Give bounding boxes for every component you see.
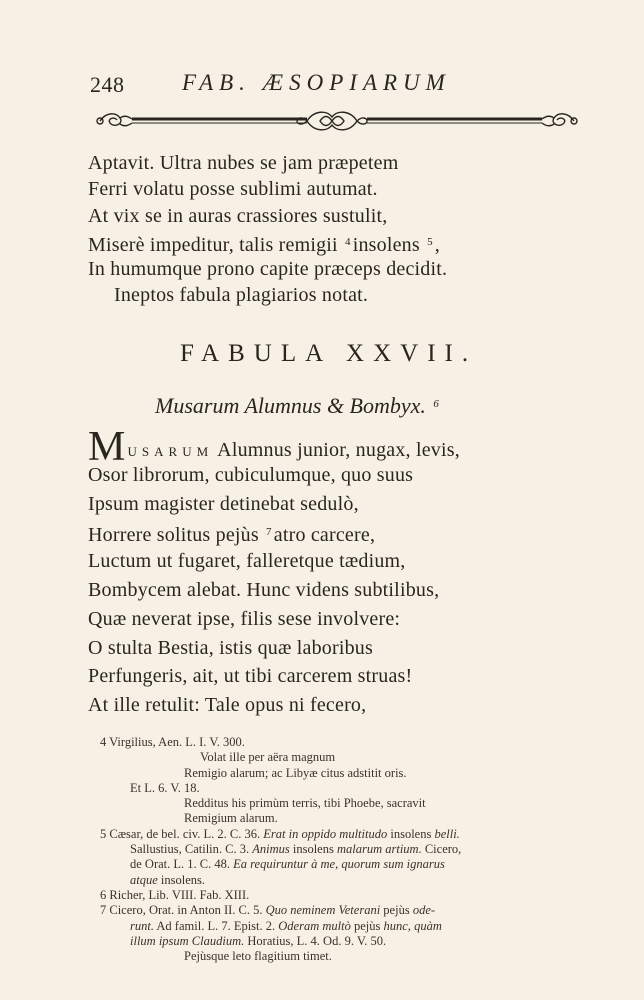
verse-line: Quæ neverat ipse, filis sese involvere: <box>88 607 401 630</box>
footnote-text: insolens <box>390 826 432 841</box>
verse-line-text: Miserè impeditur, talis remigii <box>88 234 338 257</box>
footnote-line <box>100 842 590 857</box>
fable-heading: FABULA XXVII. <box>180 340 478 367</box>
footnote-line: Volat ille per aëra magnum <box>200 750 336 765</box>
footnote-text: atque <box>130 872 158 887</box>
footnote-text: Oderam multò <box>278 918 351 933</box>
page-number: 248 <box>90 72 125 97</box>
footnote-line <box>100 934 590 949</box>
verse-block-2 <box>88 424 558 720</box>
footnote-text: 5 Cæsar, de bel. civ. L. 2. C. 36. <box>100 826 261 841</box>
small-caps-word: USARUM <box>127 444 214 459</box>
verse-line: Miserè impeditur, talis remigii $^4$ insolens $^5$ , <box>88 234 440 257</box>
verse-line: Osor librorum, cubiculumque, quo suus <box>88 463 414 486</box>
verse-line: Luctum ut fugaret, falleretque tædium, <box>88 550 406 573</box>
verse-line: O stulta Bestia, istis quæ laboribus <box>88 636 373 659</box>
footnote-text: runt. <box>130 918 154 933</box>
verse-block-1 <box>88 150 558 308</box>
footnote-text: pejùs <box>353 918 381 933</box>
footnote-text: illum ipsum Claudium. <box>130 933 245 948</box>
footnote-line <box>100 827 590 842</box>
footnote-text: Quo neminem Veterani <box>265 903 381 918</box>
footnote-line: 6 Richer, Lib. VIII. Fab. XIII. <box>100 887 250 902</box>
verse-line-text: Alumnus junior, nugax, levis, <box>217 439 460 461</box>
drop-cap: M <box>88 424 126 470</box>
verse-line-text: atro carcere, <box>273 524 376 547</box>
verse-line: Ferri volatu posse sublimi autumat. <box>88 178 378 201</box>
verse-line: Bombycem alebat. Hunc videns subtilibus, <box>88 578 440 601</box>
fable-subtitle <box>155 393 535 419</box>
verse-line: Ipsum magister detinebat sedulò, <box>88 492 359 515</box>
running-head <box>90 68 550 102</box>
verse-line-text: Horrere solitus pejùs <box>88 524 259 547</box>
footnote-text: Ea requiruntur à me, quorum sum ignarus <box>233 857 445 872</box>
footnote-line: Et L. 6. V. 18. <box>130 780 200 795</box>
fable-subtitle-text: Musarum Alumnus & Bombyx. <box>155 393 426 418</box>
footnote-line: Remigium alarum. <box>184 811 278 826</box>
footnote-text: Animus <box>252 842 290 857</box>
verse-line <box>88 518 558 547</box>
verse-line: Aptavit. Ultra nubes se jam præpetem <box>88 152 399 174</box>
verse-line: Perfungeris, ait, ut tibi carcerem struas! <box>88 665 413 688</box>
verse-line: At vix se in auras crassiores sustulit, <box>88 204 388 227</box>
footnote-text: insolens <box>292 842 334 857</box>
footnote-text: malarum artium. <box>336 842 422 857</box>
footnote-text: Ad famil. L. 7. Epist. 2. <box>156 918 276 933</box>
footnote-marker: 7 <box>266 526 272 539</box>
footnote-text: hunc, <box>383 918 411 933</box>
footnotes <box>100 735 590 964</box>
footnote-line: Redditus his primùm terris, tibi Phoebe, sacravit <box>184 796 426 811</box>
footnote-line <box>100 857 590 872</box>
verse-line-first <box>88 424 558 470</box>
footnote-text: de Orat. L. 1. C. 48. <box>130 857 230 872</box>
footnote-line <box>100 903 590 918</box>
footnote-text: ode- <box>412 903 436 918</box>
footnote-marker: 6 <box>433 398 439 410</box>
footnote-text: 7 Cicero, Orat. in Anton II. C. 5. <box>100 903 263 918</box>
verse-line: At ille retulit: Tale opus ni fecero, <box>88 694 367 717</box>
footnote-text: belli. <box>434 826 460 841</box>
footnote-text: insolens. <box>160 872 206 887</box>
footnote-text: quàm <box>414 918 442 933</box>
footnote-text: pejùs <box>383 903 410 918</box>
running-title: FAB. ÆSOPIARUM <box>182 70 451 95</box>
footnote-line <box>100 919 590 934</box>
ornamental-rule <box>92 106 582 136</box>
footnote-marker: 5 <box>427 236 433 249</box>
verse-line: In humumque prono capite præceps decidit. <box>88 257 448 280</box>
footnote-line: Pejùsque leto flagitium timet. <box>184 949 332 964</box>
footnote-text: Erat in oppido multitudo <box>263 826 388 841</box>
footnote-line: 4 Virgilius, Aen. L. I. V. 300. <box>100 735 245 749</box>
footnote-text: Sallustius, Catilin. C. 3. <box>130 842 250 857</box>
verse-line-text: insolens <box>352 234 420 257</box>
moral-line: Ineptos fabula plagiarios notat. <box>114 283 369 306</box>
footnote-text: Horatius, L. 4. Od. 9. V. 50. <box>247 933 387 948</box>
footnote-line <box>100 873 590 888</box>
footnote-text: Cicero, <box>424 842 462 857</box>
footnote-marker: 4 <box>345 236 351 249</box>
footnote-line: Remigio alarum; ac Libyæ citus adstitit oris. <box>184 765 407 780</box>
